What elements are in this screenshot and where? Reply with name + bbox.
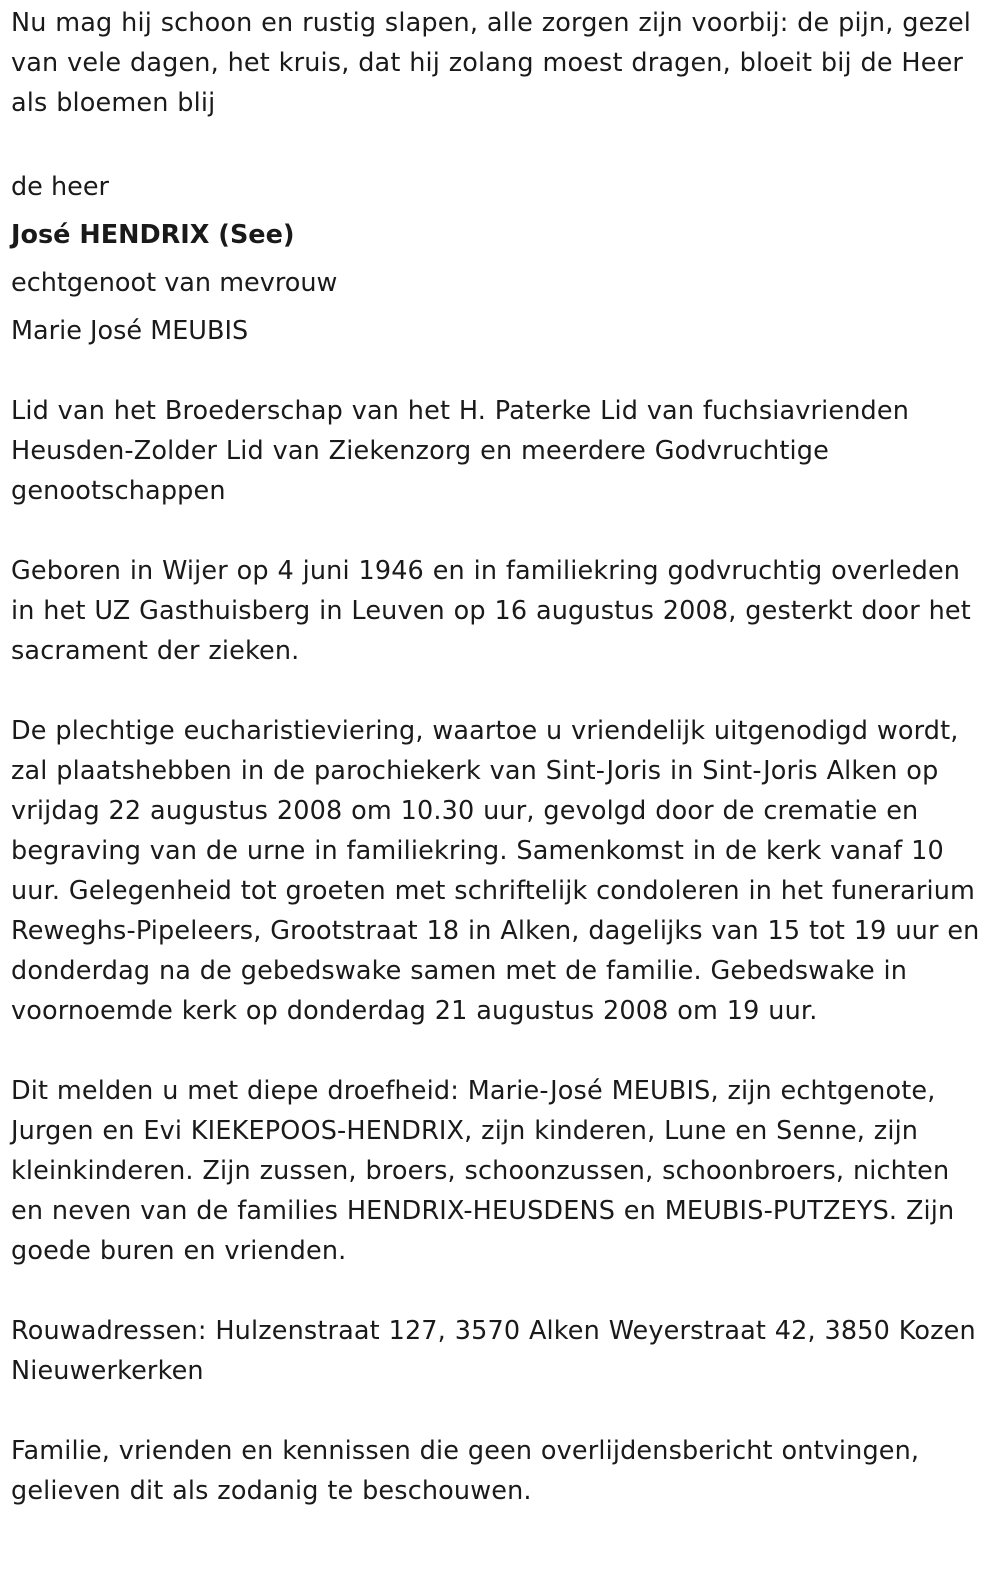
ceremony-text: De plechtige eucharistieviering, waartoe u vriendelijk uitgenodigd wordt, zal plaatshebben in de parochiekerk van Sint-Joris in Sint-Joris Alken op vrijdag 22 augustus 2008 om 10.30 uur, gevolgd door de crematie en begraving van de urne in familiekring. Samenkomst in de kerk vanaf 10 uur. Gelegenheid tot groeten met schriftelijk condoleren in het funerarium Reweghs-Pipeleers, Grootstraat 18 in Alken, dagelijks van 15 tot 19 uur en donderdag na de gebedswake samen met de familie. Gebedswake in voornoemde kerk op donderdag 21 augustus 2008 om 19 uur. [11,716,980,1026]
salutation: de heer [11,172,110,202]
birth-death-text: Geboren in Wijer op 4 juni 1946 en in familiekring godvruchtig overleden in het UZ Gasthuisberg in Leuven op 16 augustus 2008, gesterkt door het sacrament der zieken. [11,556,971,666]
closing-text: Familie, vrienden en kennissen die geen overlijdensbericht ontvingen, gelieven dit als zodanig te beschouwen. [11,1436,920,1506]
addresses-text: Rouwadressen: Hulzenstraat 127, 3570 Alken Weyerstraat 42, 3850 Kozen Nieuwerkerken [11,1316,976,1386]
deceased-name: José HENDRIX (See) [11,220,295,250]
spouse-label: echtgenoot van mevrouw [11,268,338,298]
spacer [11,671,988,711]
spouse-name: Marie José MEUBIS [11,316,249,346]
spacer [11,1391,988,1431]
obituary-document [0,3,1000,1511]
announcement-text: Dit melden u met diepe droefheid: Marie-José MEUBIS, zijn echtgenote, Jurgen en Evi KIEKEPOOS-HENDRIX, zijn kinderen, Lune en Senne, zijn kleinkinderen. Zijn zussen, broers, schoonzussen, schoonbroers, nichten en neven van de families HENDRIX-HEUSDENS en MEUBIS-PUTZEYS. Zijn goede buren en vrienden. [11,1076,955,1266]
spacer [11,1271,988,1311]
spacer [11,123,988,163]
poem-text: Nu mag hij schoon en rustig slapen, alle zorgen zijn voorbij: de pijn, gezel van vele dagen, het kruis, dat hij zolang moest dragen, bloeit bij de Heer als bloemen blij [11,8,972,118]
spacer [11,1031,988,1071]
spacer [11,355,988,391]
spacer [11,511,988,551]
memberships-text: Lid van het Broederschap van het H. Paterke Lid van fuchsiavrienden Heusden-Zolder Lid van Ziekenzorg en meerdere Godvruchtige genootschappen [11,396,910,506]
